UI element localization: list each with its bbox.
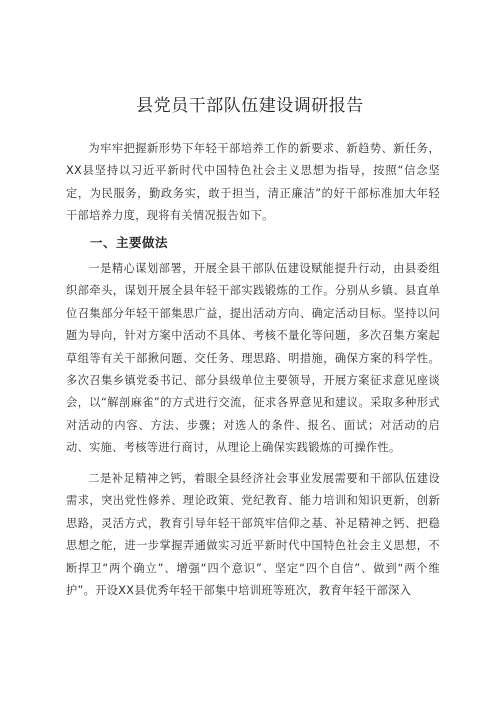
- document-title: 县党员干部队伍建设调研报告: [136, 96, 364, 116]
- paragraph-planning-deployment: 一是精心谋划部署，开展全县干部队伍建设赋能提升行动，由县委组织部牵头，谋划开展全县年轻干部实践锻炼的工作。分别从乡镇、县直单位召集部分年轻干部集思广益，提出活动方向、确定活动目标。坚持以问题为导向，针对方案中活动不具体、考核不量化等问题，多次召集方案起草组等有关干部揪问题、交任务、理思路、明措施，确保方案的科学性。多次召集乡镇党委书记、部分县级单位主要领导，开展方案征求意见座谈会，以“解剖麻雀”的方式进行交流，征求各界意见和建议。采取多种形式对活动的内容、方法、步骤；对选人的条件、报名、面试；对活动的启动、实施、考核等进行商讨，从理论上确保实践锻炼的可操作性。: [66, 262, 440, 455]
- paragraph-spiritual-calcium: 二是补足精神之钙，着眼全县经济社会事业发展需要和干部队伍建设需求，突出党性修养、理论政策、党纪教育、能力培训和知识更新，创新思路，灵活方式，教育引导年轻干部筑牢信仰之基、补足精神之钙、把稳思想之舵，进一步掌握弄通做实习近平新时代中国特色社会主义思想，不断捍卫“两个确立”、增强“四个意识”、坚定“四个自信”、做到“两个维护”。开设XX县优秀年轻干部集中培训班等班次，教育年轻干部深入: [66, 472, 440, 598]
- intro-paragraph: 为牢牢把握新形势下年轻干部培养工作的新要求、新趋势、新任务，XX县坚持以习近平新时代中国特色社会主义思想为指导，按照“信念坚定，为民服务，勤政务实，敢于担当，清正廉洁”的好干部标准加大年轻干部培养力度，现将有关情况报告如下。: [66, 142, 440, 223]
- section-heading-main-practices: 一、主要做法: [90, 235, 169, 250]
